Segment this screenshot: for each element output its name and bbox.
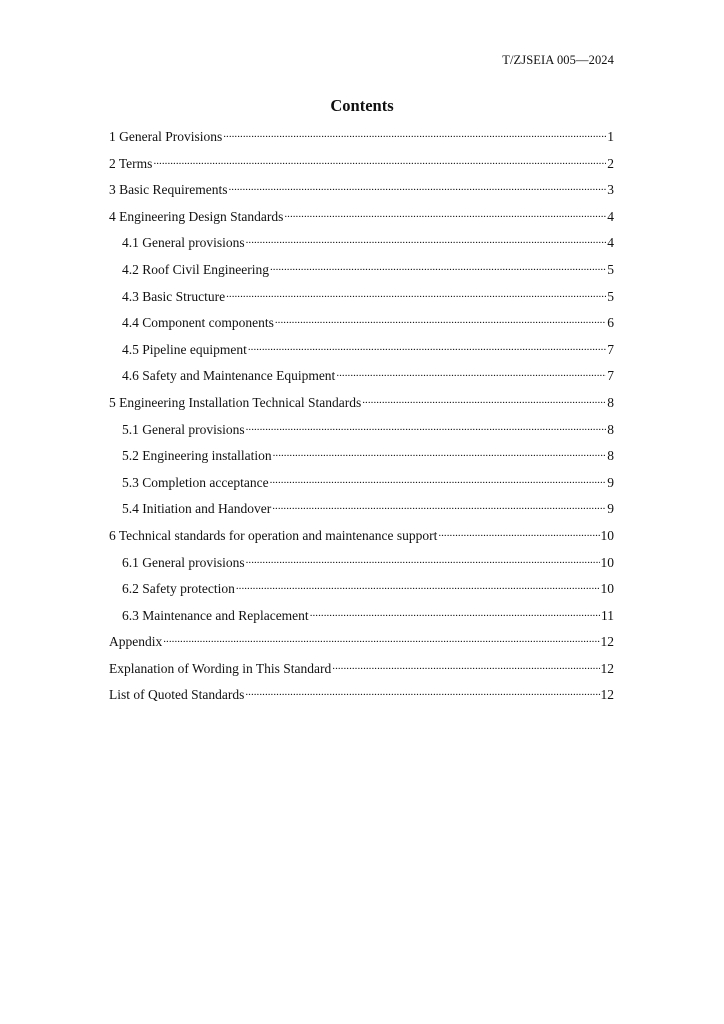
toc-entry-page-number: 12 [600, 687, 614, 703]
toc-entry-label: 5.4 Initiation and Handover [122, 501, 272, 517]
toc-entry-label: 4.5 Pipeline equipment [122, 341, 247, 357]
toc-entry[interactable] [109, 127, 614, 154]
toc-entry[interactable] [109, 260, 614, 287]
toc-entry-page-number: 9 [607, 474, 614, 490]
toc-entry-page-number: 10 [600, 527, 614, 543]
toc-entry-page-number: 12 [600, 660, 614, 676]
toc-entry[interactable] [109, 553, 614, 580]
toc-entry-page-number: 2 [607, 155, 614, 171]
toc-entry[interactable] [109, 526, 614, 553]
toc-dot-leader [362, 393, 606, 407]
toc-entry-label: 4.6 Safety and Maintenance Equipment [122, 368, 336, 384]
toc-entry-page-number: 5 [607, 261, 614, 277]
toc-dot-leader [273, 446, 607, 460]
toc-entry-page-number: 10 [600, 581, 614, 597]
toc-entry[interactable] [109, 579, 614, 606]
toc-dot-leader [245, 685, 599, 699]
document-code: T/ZJSEIA 005—2024 [502, 53, 614, 67]
toc-entry-label: 4.1 General provisions [122, 235, 245, 251]
toc-entry[interactable] [109, 659, 614, 686]
toc-dot-leader [236, 579, 600, 593]
toc-entry-label: 2 Terms [109, 155, 153, 171]
toc-entry[interactable] [109, 154, 614, 181]
toc-entry[interactable] [109, 420, 614, 447]
toc-dot-leader [248, 340, 606, 354]
toc-entry[interactable] [109, 473, 614, 500]
toc-title: Contents [330, 96, 394, 115]
table-of-contents [109, 127, 614, 712]
toc-entry-page-number: 6 [607, 315, 614, 331]
toc-dot-leader [153, 154, 606, 168]
toc-dot-leader [163, 632, 599, 646]
toc-entry-page-number: 10 [600, 554, 614, 570]
toc-entry-label: 5.2 Engineering installation [122, 448, 272, 464]
toc-entry[interactable] [109, 685, 614, 712]
toc-dot-leader [284, 207, 606, 221]
toc-entry-page-number: 3 [607, 182, 614, 198]
toc-entry-page-number: 7 [607, 341, 614, 357]
toc-entry-label: 6 Technical standards for operation and maintenance support [109, 527, 438, 543]
toc-entry[interactable] [109, 446, 614, 473]
toc-dot-leader [332, 659, 599, 673]
toc-entry-page-number: 4 [607, 208, 614, 224]
toc-entry-label: 3 Basic Requirements [109, 182, 228, 198]
toc-dot-leader [336, 366, 606, 380]
toc-entry[interactable] [109, 499, 614, 526]
toc-entry-page-number: 8 [607, 448, 614, 464]
toc-entry-label: 5.3 Completion acceptance [122, 474, 269, 490]
toc-entry-page-number: 7 [607, 368, 614, 384]
toc-entry-label: Explanation of Wording in This Standard [109, 660, 332, 676]
toc-entry-label: 5 Engineering Installation Technical Standards [109, 394, 362, 410]
toc-entry-label: 6.1 General provisions [122, 554, 245, 570]
toc-dot-leader [246, 553, 600, 567]
toc-entry[interactable] [109, 233, 614, 260]
toc-dot-leader [270, 473, 607, 487]
toc-entry-page-number: 8 [607, 421, 614, 437]
toc-entry-page-number: 11 [601, 607, 614, 623]
toc-entry-page-number: 8 [607, 394, 614, 410]
toc-entry[interactable] [109, 340, 614, 367]
toc-dot-leader [246, 233, 607, 247]
toc-entry-label: 6.3 Maintenance and Replacement [122, 607, 309, 623]
toc-entry-label: 4.2 Roof Civil Engineering [122, 261, 269, 277]
toc-entry[interactable] [109, 287, 614, 314]
toc-entry-label: Appendix [109, 634, 163, 650]
toc-entry-page-number: 12 [600, 634, 614, 650]
toc-entry-page-number: 1 [607, 129, 614, 144]
toc-entry[interactable] [109, 313, 614, 340]
toc-entry[interactable] [109, 366, 614, 393]
toc-entry-label: 4.4 Component components [122, 315, 274, 331]
toc-entry-label: List of Quoted Standards [109, 687, 245, 703]
toc-entry-page-number: 9 [607, 501, 614, 517]
toc-entry-label: 4.3 Basic Structure [122, 288, 226, 304]
toc-dot-leader [275, 313, 606, 327]
toc-entry[interactable] [109, 606, 614, 633]
toc-entry-label: 6.2 Safety protection [122, 581, 235, 597]
toc-dot-leader [310, 606, 600, 620]
toc-entry-page-number: 4 [607, 235, 614, 251]
toc-dot-leader [226, 287, 606, 301]
toc-entry[interactable] [109, 632, 614, 659]
toc-entry[interactable] [109, 393, 614, 420]
toc-dot-leader [270, 260, 606, 274]
toc-entry-label: 5.1 General provisions [122, 421, 245, 437]
toc-dot-leader [223, 127, 606, 141]
toc-dot-leader [246, 420, 607, 434]
toc-entry-label: 4 Engineering Design Standards [109, 208, 284, 224]
toc-dot-leader [438, 526, 599, 540]
toc-dot-leader [228, 180, 606, 194]
toc-entry-page-number: 5 [607, 288, 614, 304]
toc-entry[interactable] [109, 207, 614, 234]
toc-entry[interactable] [109, 180, 614, 207]
toc-entry-label: 1 General Provisions [109, 129, 223, 144]
toc-dot-leader [272, 499, 606, 513]
